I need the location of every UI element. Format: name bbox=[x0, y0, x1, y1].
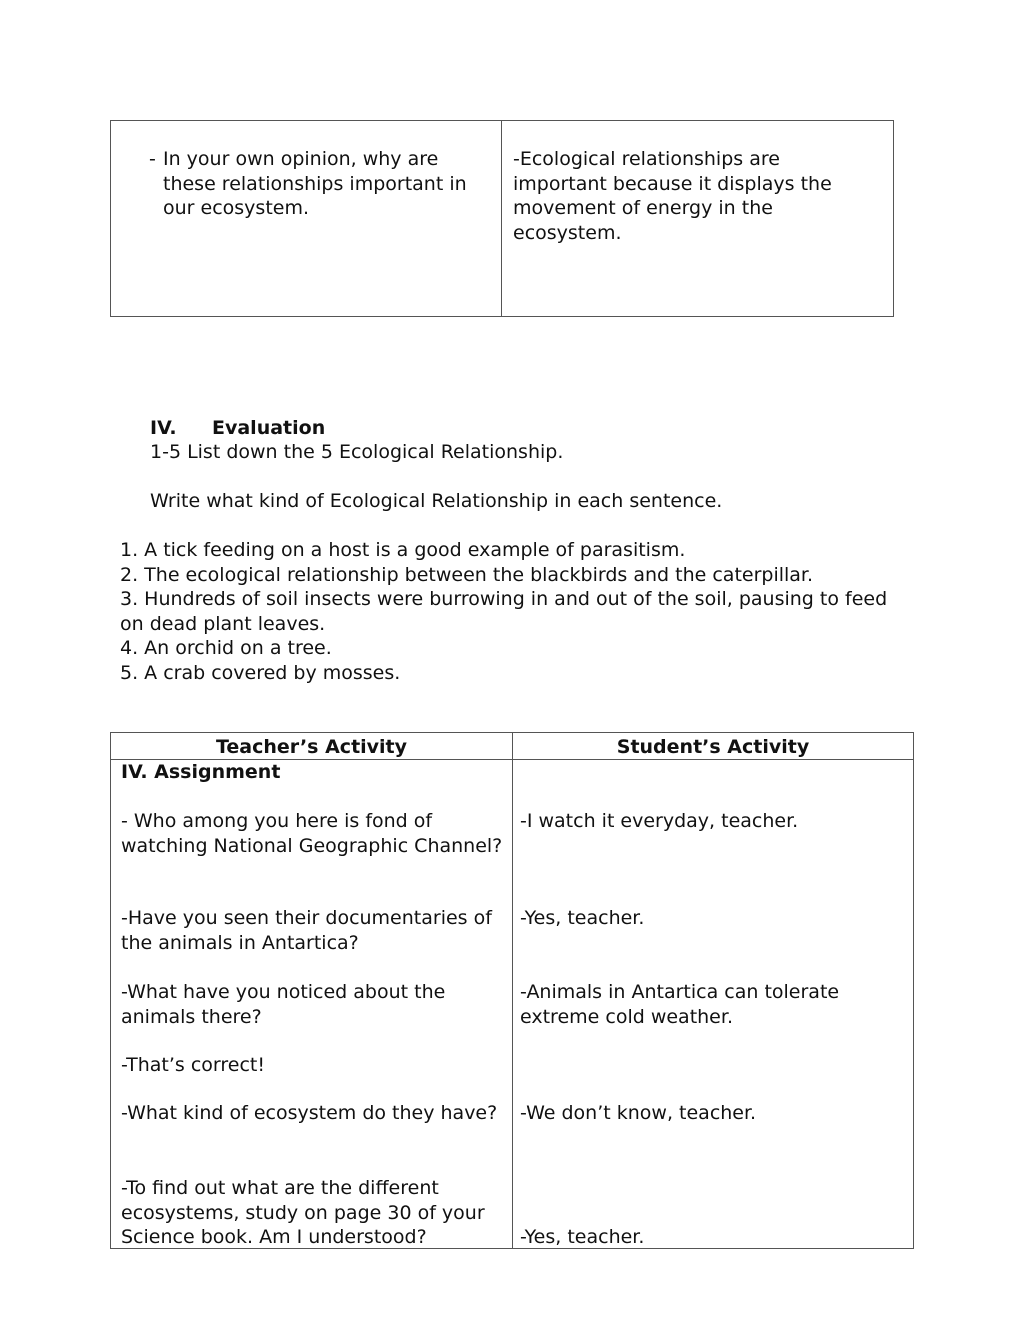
student-line: -Animals in Antartica can tolerate extreme cold weather. bbox=[520, 981, 840, 1028]
evaluation-number: IV. bbox=[150, 417, 177, 439]
evaluation-heading bbox=[150, 416, 325, 441]
teacher-line: -Have you seen their documentaries of the animals in Antartica? bbox=[121, 907, 492, 954]
evaluation-title: Evaluation bbox=[212, 417, 326, 439]
question-dash: - bbox=[149, 148, 156, 170]
evaluation-item: 4. An orchid on a tree. bbox=[120, 637, 332, 659]
evaluation-instruction-2: Write what kind of Ecological Relationship in each sentence. bbox=[150, 490, 723, 512]
assignment-title: IV. Assignment bbox=[121, 761, 281, 783]
question-text: In your own opinion, why are these relationships important in our ecosystem. bbox=[163, 148, 467, 219]
evaluation-item: 2. The ecological relationship between the blackbirds and the caterpillar. bbox=[120, 563, 814, 586]
teacher-activity-header: Teacher’s Activity bbox=[215, 736, 408, 758]
teacher-line: -To find out what are the different ecosystems, study on page 30 of your Science book. Am I understood? bbox=[121, 1177, 485, 1248]
evaluation-item: 3. Hundreds of soil insects were burrowing in and out of the soil, pausing to feed on dead plant leaves. bbox=[120, 588, 888, 635]
student-activity-header: Student’s Activity bbox=[616, 736, 810, 758]
student-line: -Yes, teacher. bbox=[520, 1226, 645, 1248]
teacher-line: -What kind of ecosystem do they have? bbox=[121, 1102, 498, 1124]
student-line: -Yes, teacher. bbox=[520, 907, 645, 929]
top-table-answer-cell bbox=[502, 121, 893, 316]
evaluation-item: 5. A crab covered by mosses. bbox=[120, 661, 401, 684]
evaluation-item: 1. A tick feeding on a host is a good example of parasitism. bbox=[120, 539, 686, 561]
activity-table bbox=[110, 732, 914, 1249]
top-table-question-cell bbox=[111, 121, 502, 316]
student-line: -I watch it everyday, teacher. bbox=[520, 810, 799, 832]
top-question bbox=[149, 147, 494, 221]
evaluation-instruction-1: 1-5 List down the 5 Ecological Relationship. bbox=[150, 441, 564, 463]
column-divider bbox=[512, 733, 513, 1248]
teacher-line: -That’s correct! bbox=[121, 1054, 265, 1076]
top-table bbox=[110, 120, 894, 317]
teacher-line: - Who among you here is fond of watching National Geographic Channel? bbox=[121, 810, 503, 857]
top-answer: -Ecological relationships are important because it displays the movement of energy in the ecosystem. bbox=[513, 148, 832, 244]
teacher-line: -What have you noticed about the animals there? bbox=[121, 981, 446, 1028]
evaluation-items bbox=[120, 538, 910, 685]
student-line: -We don’t know, teacher. bbox=[520, 1102, 757, 1124]
